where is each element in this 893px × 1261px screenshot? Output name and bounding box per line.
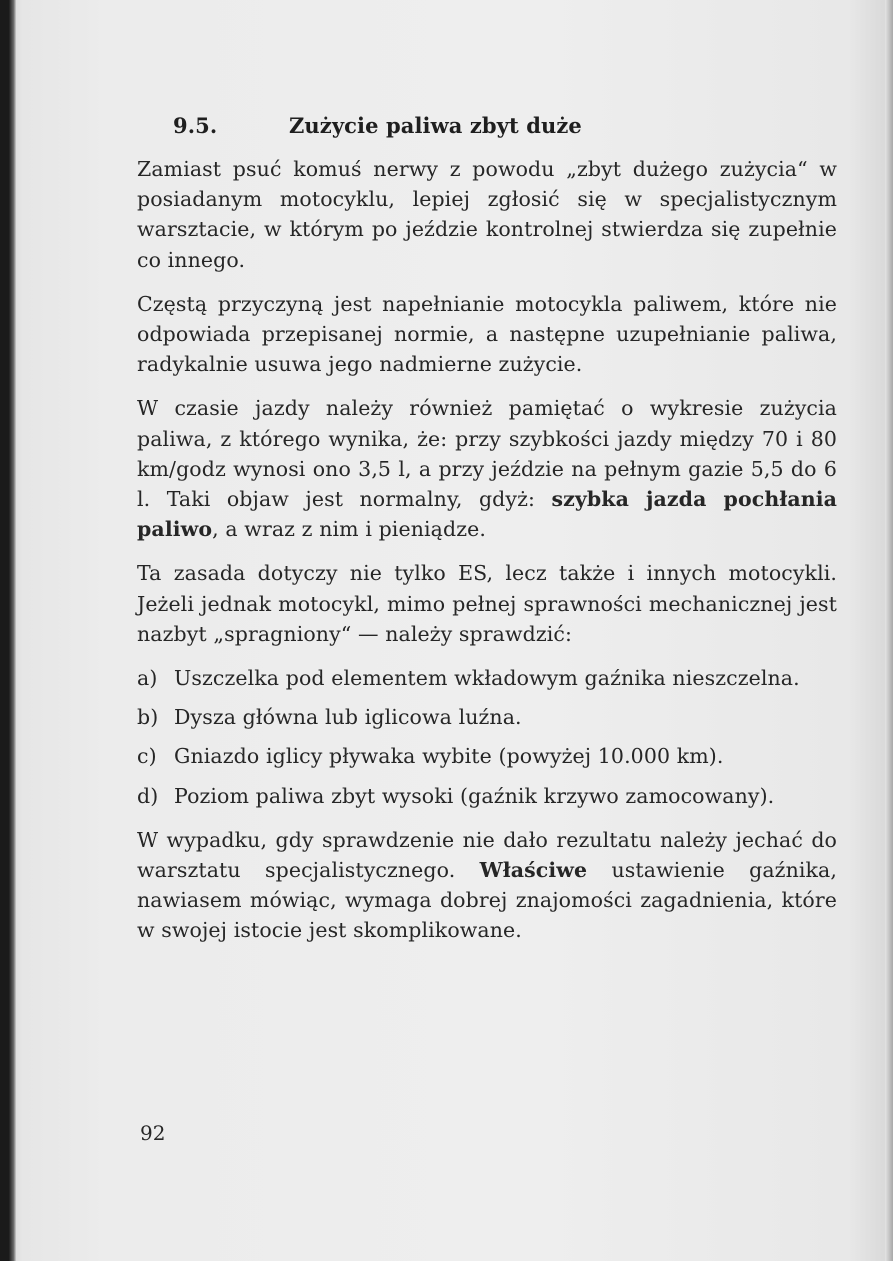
paragraph-check-intro: Ta zasada dotyczy nie tylko ES, lecz także i innych motocykli. Jeżeli jednak motocykl, mimo pełnej sprawności mechanicznej jest nazbyt „spragniony“ — należy sprawdzić: (137, 561, 837, 646)
paragraph-consumption-text: W czasie jazdy należy również pamiętać o wykresie zużycia paliwa, z którego wynika, że: przy szybkości jazdy między 70 i 80 km/godz wynosi ono 3,5 l, a przy jeździe na pełnym gazie 5,5 do 6 l. Taki objaw jest normalny, gdyż: (137, 396, 837, 512)
paragraph-cause: Częstą przyczyną jest napełnianie motocykla paliwem, które nie odpowiada przepisanej normie, a następne uzupełnianie paliwa, radykalnie usuwa jego nadmierne zużycie. (137, 291, 837, 377)
paragraph-consumption (137, 393, 837, 544)
book-spine-shadow (0, 0, 16, 1261)
list-item (137, 741, 837, 771)
paragraph-closing (137, 825, 837, 946)
page-number: 92 (140, 1121, 166, 1145)
list-item-text: Gniazdo iglicy pływaka wybite (powyżej 10.000 km). (174, 744, 724, 769)
list-item-text: Dysza główna lub iglicowa luźna. (174, 705, 522, 730)
list-marker: a) (137, 666, 158, 691)
list-item-text: Uszczelka pod elementem wkładowym gaźnika nieszczelna. (174, 666, 800, 691)
list-marker: d) (137, 783, 159, 808)
page-content (137, 108, 837, 960)
section-number: 9.5. (173, 113, 218, 138)
list-item (137, 702, 837, 732)
list-item (137, 781, 837, 811)
paragraph-consumption-emphasis: szybka jazda pochłania paliwo (137, 487, 838, 542)
list-marker: b) (137, 705, 159, 730)
paragraph-closing-end: ustawienie gaźnika, nawiasem mówiąc, wymaga dobrej znajomości zagadnienia, które w swojej istocie jest skomplikowane. (137, 858, 837, 943)
paragraph-closing-emphasis: Właściwe (479, 858, 588, 883)
list-item (137, 663, 837, 693)
paragraph-intro: Zamiast psuć komuś nerwy z powodu „zbyt dużego zużycia“ w posiadanym motocyklu, lepiej zgłosić się w specjalistycznym warsztacie, w którym po jeździe kontrolnej stwierdza się zupełnie co innego. (137, 157, 837, 272)
list-marker: c) (137, 744, 157, 769)
section-title: Zużycie paliwa zbyt duże (289, 113, 582, 138)
page-edge-shadow (885, 0, 893, 1261)
checklist (137, 663, 837, 811)
paragraph-consumption-end: , a wraz z nim i pieniądze. (212, 517, 486, 542)
paragraph-closing-text: W wypadku, gdy sprawdzenie nie dało rezultatu należy jechać do warsztatu specjalistycznego. (137, 827, 837, 883)
list-item-text: Poziom paliwa zbyt wysoki (gaźnik krzywo zamocowany). (174, 783, 775, 808)
section-heading (173, 108, 837, 144)
